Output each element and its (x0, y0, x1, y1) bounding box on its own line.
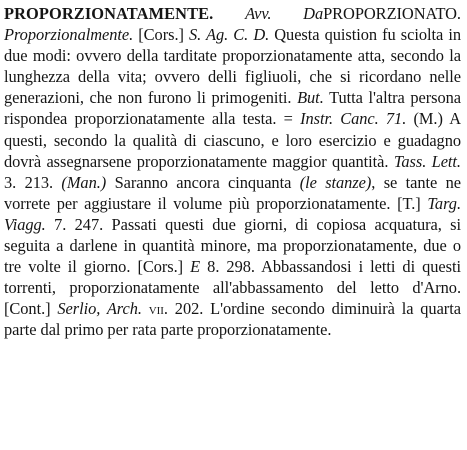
editor-mark-4: (Man.) (61, 172, 107, 192)
headword: PROPORZIONATAMENTE. (4, 4, 214, 23)
source-num-4: 3. 213. (4, 172, 54, 192)
citation-4-note: (le stanze) (299, 172, 372, 192)
derivation-label: Da (303, 4, 324, 23)
citation-6: Abbassandosi i letti di questi torrenti, proporzionatamente all'abbassamento del letto d'Arno. (4, 257, 461, 298)
source-tag-7: [Cont.] (4, 299, 51, 319)
editor-mark-3: (M.) (413, 109, 443, 129)
source-ref-5: Targ. Viagg. (4, 193, 461, 234)
variant-form: Proporzionalmente. (4, 25, 134, 45)
citation-3: A questi, secondo la qualità di ciascuno, e loro esercizio e guadagno dovrà assegnarsene proporzionatamente maggior quantità. (4, 109, 461, 171)
source-tag-5: [T.] (397, 193, 421, 213)
source-tag-1: [Cors.] (138, 25, 184, 45)
source-ref-1: S. Ag. C. D. (189, 25, 270, 45)
source-tag-6: [Cors.] (137, 257, 184, 277)
source-ref-4: Tass. Lett. (393, 151, 461, 171)
citation-2: Tutta l'altra persona rispondea proporzionatamente alla testa. = (4, 88, 461, 129)
citation-4a: Saranno ancora cinquanta (114, 172, 292, 192)
citation-1: Questa quistion fu sciolta in due modi: ovvero della tarditate proporzionatamente atta, secondo la lunghezza della vita; ovvero delli figliuoli, che si ricordano nelle generazioni, che non furono li primogeniti. (4, 25, 461, 108)
source-vol-7: vii. (148, 299, 168, 319)
source-ref-3: Instr. Canc. 71. (300, 109, 407, 129)
citation-7: L'ordine secondo diminuirà la quarta parte dal primo per rata parte proporzionatamente. (4, 299, 461, 340)
source-ref-2: But. (297, 88, 324, 108)
source-ref-6: E (190, 257, 201, 277)
citation-5: Passati questi due giorni, di copiosa acquatura, si seguita a darlene in quantità minore, ma proporzionatamente, due o tre volte il giorno. (4, 214, 461, 277)
part-of-speech: Avv. (245, 4, 272, 23)
entry-paragraph (4, 3, 461, 341)
source-num-5: 7. 247. (54, 214, 104, 234)
source-num-6: 8. 298. (207, 257, 255, 277)
source-ref-7: Serlio, Arch. (57, 299, 142, 319)
citation-4b: , se tante ne vorrete per aggiustare il volume più proporzionatamente. (4, 172, 461, 213)
derivation-word: PROPORZIONATO. (323, 4, 461, 23)
source-num-7: 202. (174, 299, 204, 319)
